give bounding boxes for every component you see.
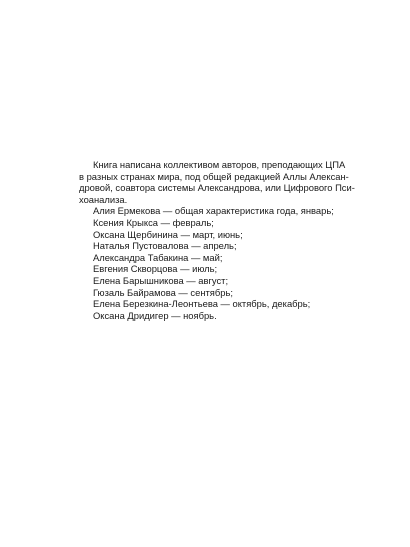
author-entry: Александра Табакина — май; [93,251,223,263]
author-entry: Наталья Пустовалова — апрель; [93,240,237,252]
intro-line: в разных странах мира, под общей редакцией Аллы Алексан- [79,170,349,182]
author-entry: Елена Барышникова — август; [93,274,229,286]
credits-block [79,159,355,321]
intro-line: дровой, соавтора системы Александрова, или Цифрового Пси- [79,182,355,194]
intro-line: Книга написана коллективом авторов, преподающих ЦПА [93,159,346,170]
authors-list [79,205,341,321]
author-entry: Оксана Щербинина — март, июнь; [93,228,243,240]
author-entry: Ксения Крыкса — февраль; [93,216,214,228]
intro-line: хоанализа. [79,193,128,205]
author-entry: Гюзаль Байрамова — сентябрь; [93,286,233,298]
author-entry: Елена Березкина-Леонтьева — октябрь, декабрь; [93,298,311,310]
author-entry: Оксана Дридигер — ноябрь. [93,309,217,321]
author-entry: Евгения Скворцова — июль; [93,263,218,275]
intro-paragraph [79,159,355,205]
author-entry: Алия Ермекова — общая характеристика года, январь; [93,205,334,217]
